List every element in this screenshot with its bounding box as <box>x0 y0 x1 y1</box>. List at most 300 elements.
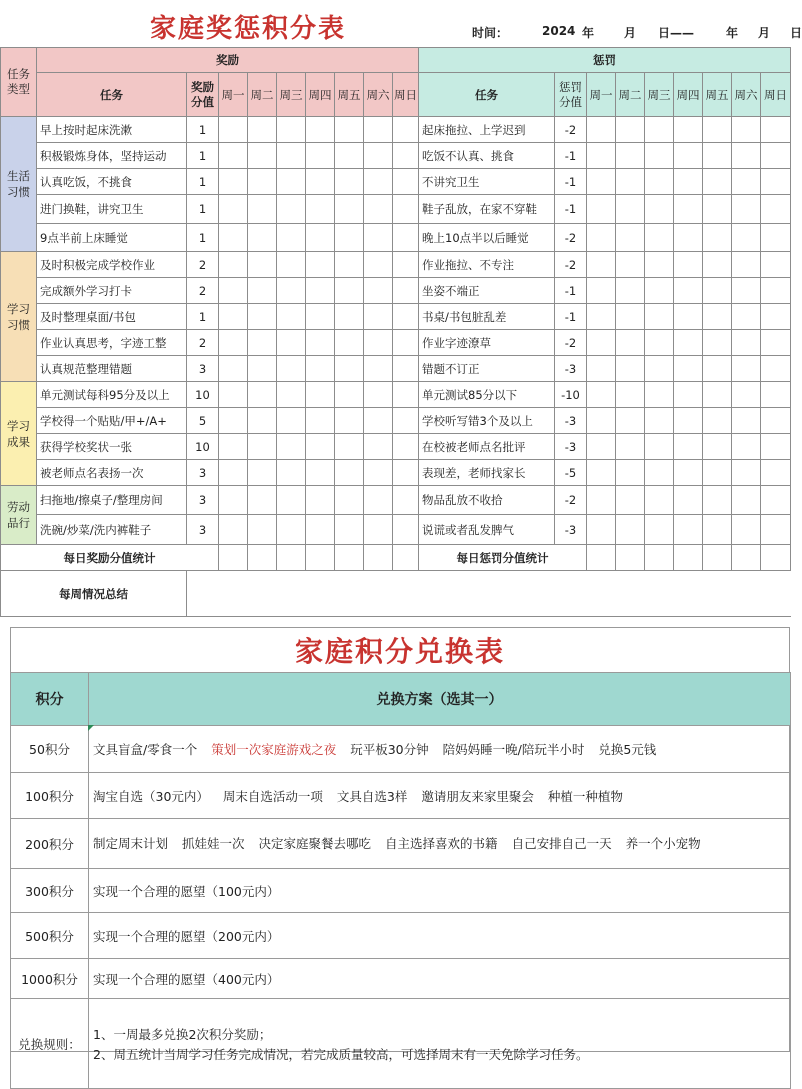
exchange-row <box>11 819 791 869</box>
reward-task: 认真规范整理错题 <box>37 356 187 382</box>
penalty-day-cell[interactable] <box>761 252 791 278</box>
reward-day-cell[interactable] <box>393 117 419 143</box>
reward-day-cell[interactable] <box>393 169 419 195</box>
reward-day-cell[interactable] <box>364 304 393 330</box>
daily-reward-total-cell[interactable] <box>335 545 364 571</box>
reward-day-cell[interactable] <box>219 330 248 356</box>
reward-day-cell[interactable] <box>306 278 335 304</box>
reward-task: 完成额外学习打卡 <box>37 278 187 304</box>
reward-day-cell[interactable] <box>364 252 393 278</box>
penalty-day-cell[interactable] <box>761 434 791 460</box>
penalty-day-cell[interactable] <box>761 515 791 545</box>
penalty-day-cell[interactable] <box>703 278 732 304</box>
penalty-points: -2 <box>555 252 587 278</box>
exchange-option: 文具自选3样 <box>336 788 408 804</box>
penalty-day-cell[interactable] <box>645 278 674 304</box>
reward-day-cell[interactable] <box>277 356 306 382</box>
reward-day-cell[interactable] <box>393 382 419 408</box>
penalty-day-cell[interactable] <box>703 252 732 278</box>
penalty-day-cell[interactable] <box>674 252 703 278</box>
reward-day-cell[interactable] <box>248 330 277 356</box>
penalty-day-cell[interactable] <box>645 515 674 545</box>
reward-day-cell[interactable] <box>306 434 335 460</box>
daily-reward-total-cell[interactable] <box>393 545 419 571</box>
exchange-option: 陪妈妈睡一晚/陪玩半小时 <box>442 742 585 757</box>
penalty-day-cell[interactable] <box>732 515 761 545</box>
reward-day-cell[interactable] <box>335 408 364 434</box>
daily-penalty-total-cell[interactable] <box>732 545 761 571</box>
reward-day-cell[interactable] <box>219 252 248 278</box>
daily-penalty-total-cell[interactable] <box>761 545 791 571</box>
points-row <box>1 169 791 195</box>
reward-day-cell[interactable] <box>248 486 277 515</box>
daily-reward-total-cell[interactable] <box>248 545 277 571</box>
penalty-task: 错题不订正 <box>419 356 555 382</box>
reward-day-cell[interactable] <box>335 382 364 408</box>
penalty-day-cell[interactable] <box>732 278 761 304</box>
penalty-day-cell[interactable] <box>732 304 761 330</box>
exchange-option: 抓娃娃一次 <box>182 835 245 851</box>
penalty-points: -3 <box>555 408 587 434</box>
reward-day-cell[interactable] <box>393 515 419 545</box>
reward-day-cell[interactable] <box>306 117 335 143</box>
reward-day-cell[interactable] <box>364 143 393 169</box>
penalty-day-cell[interactable] <box>674 515 703 545</box>
reward-day-cell[interactable] <box>248 224 277 252</box>
daily-penalty-total-cell[interactable] <box>645 545 674 571</box>
exchange-row <box>11 773 791 819</box>
reward-day-cell[interactable] <box>393 304 419 330</box>
header-penalty-day: 周日 <box>761 73 791 117</box>
reward-day-cell[interactable] <box>335 224 364 252</box>
penalty-day-cell[interactable] <box>587 330 616 356</box>
penalty-day-cell[interactable] <box>761 486 791 515</box>
reward-points: 3 <box>187 515 219 545</box>
reward-day-cell[interactable] <box>277 486 306 515</box>
penalty-day-cell[interactable] <box>703 143 732 169</box>
reward-day-cell[interactable] <box>277 330 306 356</box>
header-reward-day: 周五 <box>335 73 364 117</box>
reward-day-cell[interactable] <box>393 143 419 169</box>
penalty-day-cell[interactable] <box>587 117 616 143</box>
reward-day-cell[interactable] <box>306 460 335 486</box>
penalty-points: -2 <box>555 224 587 252</box>
reward-day-cell[interactable] <box>335 460 364 486</box>
reward-day-cell[interactable] <box>364 169 393 195</box>
penalty-day-cell[interactable] <box>645 486 674 515</box>
penalty-day-cell[interactable] <box>761 330 791 356</box>
penalty-day-cell[interactable] <box>645 304 674 330</box>
penalty-day-cell[interactable] <box>587 169 616 195</box>
penalty-day-cell[interactable] <box>732 195 761 224</box>
penalty-day-cell[interactable] <box>587 408 616 434</box>
reward-day-cell[interactable] <box>335 515 364 545</box>
penalty-day-cell[interactable] <box>703 169 732 195</box>
reward-day-cell[interactable] <box>335 486 364 515</box>
reward-day-cell[interactable] <box>364 356 393 382</box>
reward-points: 5 <box>187 408 219 434</box>
daily-penalty-total-cell[interactable] <box>616 545 645 571</box>
reward-day-cell[interactable] <box>277 195 306 224</box>
reward-day-cell[interactable] <box>219 382 248 408</box>
reward-day-cell[interactable] <box>248 356 277 382</box>
penalty-day-cell[interactable] <box>761 408 791 434</box>
penalty-day-cell[interactable] <box>674 382 703 408</box>
time-year-unit: 年 <box>582 26 595 40</box>
daily-penalty-total-cell[interactable] <box>587 545 616 571</box>
penalty-day-cell[interactable] <box>645 408 674 434</box>
penalty-day-cell[interactable] <box>703 356 732 382</box>
reward-day-cell[interactable] <box>335 330 364 356</box>
exchange-row <box>11 913 791 959</box>
reward-day-cell[interactable] <box>277 515 306 545</box>
reward-day-cell[interactable] <box>364 515 393 545</box>
reward-day-cell[interactable] <box>393 434 419 460</box>
penalty-day-cell[interactable] <box>616 382 645 408</box>
points-row <box>1 408 791 434</box>
penalty-day-cell[interactable] <box>703 330 732 356</box>
reward-points: 1 <box>187 117 219 143</box>
weekly-summary-cell[interactable] <box>187 571 791 617</box>
penalty-day-cell[interactable] <box>587 252 616 278</box>
penalty-day-cell[interactable] <box>645 169 674 195</box>
penalty-day-cell[interactable] <box>616 195 645 224</box>
penalty-day-cell[interactable] <box>674 117 703 143</box>
penalty-day-cell[interactable] <box>674 330 703 356</box>
penalty-day-cell[interactable] <box>703 382 732 408</box>
reward-day-cell[interactable] <box>277 434 306 460</box>
penalty-day-cell[interactable] <box>732 117 761 143</box>
reward-day-cell[interactable] <box>393 408 419 434</box>
penalty-day-cell[interactable] <box>732 252 761 278</box>
reward-day-cell[interactable] <box>364 382 393 408</box>
reward-day-cell[interactable] <box>219 460 248 486</box>
reward-day-cell[interactable] <box>277 169 306 195</box>
penalty-day-cell[interactable] <box>616 486 645 515</box>
penalty-day-cell[interactable] <box>761 304 791 330</box>
penalty-day-cell[interactable] <box>703 460 732 486</box>
penalty-day-cell[interactable] <box>616 330 645 356</box>
reward-day-cell[interactable] <box>335 117 364 143</box>
penalty-day-cell[interactable] <box>732 143 761 169</box>
exchange-option: 玩平板30分钟 <box>350 742 429 757</box>
reward-day-cell[interactable] <box>335 356 364 382</box>
exchange-options <box>89 959 791 999</box>
reward-day-cell[interactable] <box>393 195 419 224</box>
reward-day-cell[interactable] <box>248 252 277 278</box>
penalty-day-cell[interactable] <box>616 169 645 195</box>
penalty-day-cell[interactable] <box>674 143 703 169</box>
penalty-day-cell[interactable] <box>761 356 791 382</box>
reward-day-cell[interactable] <box>248 169 277 195</box>
reward-day-cell[interactable] <box>306 356 335 382</box>
penalty-day-cell[interactable] <box>674 460 703 486</box>
reward-day-cell[interactable] <box>335 195 364 224</box>
penalty-task: 鞋子乱放，在家不穿鞋 <box>419 195 555 224</box>
penalty-day-cell[interactable] <box>674 434 703 460</box>
penalty-day-cell[interactable] <box>732 224 761 252</box>
penalty-day-cell[interactable] <box>616 434 645 460</box>
penalty-day-cell[interactable] <box>703 515 732 545</box>
reward-day-cell[interactable] <box>277 117 306 143</box>
penalty-day-cell[interactable] <box>587 143 616 169</box>
penalty-day-cell[interactable] <box>587 486 616 515</box>
reward-day-cell[interactable] <box>364 224 393 252</box>
penalty-day-cell[interactable] <box>674 486 703 515</box>
penalty-day-cell[interactable] <box>645 224 674 252</box>
penalty-day-cell[interactable] <box>587 224 616 252</box>
header-reward-day: 周日 <box>393 73 419 117</box>
reward-day-cell[interactable] <box>306 330 335 356</box>
weekly-summary-label: 每周情况总结 <box>1 571 187 617</box>
penalty-day-cell[interactable] <box>645 117 674 143</box>
penalty-points: -3 <box>555 356 587 382</box>
reward-day-cell[interactable] <box>335 143 364 169</box>
reward-day-cell[interactable] <box>219 486 248 515</box>
points-row <box>1 278 791 304</box>
reward-day-cell[interactable] <box>248 143 277 169</box>
penalty-day-cell[interactable] <box>703 434 732 460</box>
daily-penalty-total-cell[interactable] <box>674 545 703 571</box>
reward-day-cell[interactable] <box>364 195 393 224</box>
penalty-day-cell[interactable] <box>587 382 616 408</box>
reward-day-cell[interactable] <box>219 304 248 330</box>
penalty-day-cell[interactable] <box>703 117 732 143</box>
reward-day-cell[interactable] <box>364 486 393 515</box>
penalty-day-cell[interactable] <box>587 434 616 460</box>
reward-day-cell[interactable] <box>277 224 306 252</box>
reward-day-cell[interactable] <box>219 143 248 169</box>
penalty-day-cell[interactable] <box>616 278 645 304</box>
reward-day-cell[interactable] <box>306 408 335 434</box>
daily-reward-total-cell[interactable] <box>219 545 248 571</box>
points-row <box>1 252 791 278</box>
reward-day-cell[interactable] <box>393 356 419 382</box>
reward-day-cell[interactable] <box>219 356 248 382</box>
reward-day-cell[interactable] <box>306 515 335 545</box>
header-reward-group: 奖励 <box>37 48 419 73</box>
exchange-option: 实现一个合理的愿望（200元内） <box>93 928 280 944</box>
penalty-day-cell[interactable] <box>587 304 616 330</box>
reward-task: 早上按时起床洗漱 <box>37 117 187 143</box>
penalty-day-cell[interactable] <box>674 224 703 252</box>
penalty-day-cell[interactable] <box>732 434 761 460</box>
reward-day-cell[interactable] <box>393 330 419 356</box>
penalty-day-cell[interactable] <box>616 304 645 330</box>
penalty-day-cell[interactable] <box>616 356 645 382</box>
penalty-day-cell[interactable] <box>674 356 703 382</box>
exchange-header-points: 积分 <box>11 673 89 726</box>
daily-reward-total-cell[interactable] <box>277 545 306 571</box>
penalty-day-cell[interactable] <box>645 382 674 408</box>
reward-points: 3 <box>187 486 219 515</box>
reward-day-cell[interactable] <box>364 278 393 304</box>
penalty-day-cell[interactable] <box>587 460 616 486</box>
penalty-day-cell[interactable] <box>645 252 674 278</box>
exchange-points: 500积分 <box>11 913 89 959</box>
reward-day-cell[interactable] <box>306 143 335 169</box>
reward-task: 9点半前上床睡觉 <box>37 224 187 252</box>
penalty-day-cell[interactable] <box>645 356 674 382</box>
exchange-points: 100积分 <box>11 773 89 819</box>
reward-day-cell[interactable] <box>277 304 306 330</box>
reward-day-cell[interactable] <box>364 408 393 434</box>
reward-day-cell[interactable] <box>277 460 306 486</box>
reward-day-cell[interactable] <box>335 278 364 304</box>
penalty-day-cell[interactable] <box>732 486 761 515</box>
penalty-day-cell[interactable] <box>703 486 732 515</box>
reward-day-cell[interactable] <box>335 304 364 330</box>
reward-day-cell[interactable] <box>364 434 393 460</box>
exchange-options <box>89 726 791 773</box>
reward-day-cell[interactable] <box>277 408 306 434</box>
penalty-day-cell[interactable] <box>587 195 616 224</box>
reward-day-cell[interactable] <box>248 434 277 460</box>
reward-day-cell[interactable] <box>248 117 277 143</box>
penalty-day-cell[interactable] <box>761 224 791 252</box>
penalty-day-cell[interactable] <box>703 224 732 252</box>
penalty-day-cell[interactable] <box>732 408 761 434</box>
penalty-task: 说谎或者乱发脾气 <box>419 515 555 545</box>
penalty-points: -1 <box>555 304 587 330</box>
penalty-day-cell[interactable] <box>645 143 674 169</box>
exchange-rules <box>89 999 791 1089</box>
penalty-day-cell[interactable] <box>761 169 791 195</box>
penalty-day-cell[interactable] <box>616 252 645 278</box>
penalty-day-cell[interactable] <box>674 169 703 195</box>
reward-day-cell[interactable] <box>393 460 419 486</box>
reward-day-cell[interactable] <box>393 252 419 278</box>
penalty-task: 学校听写错3个及以上 <box>419 408 555 434</box>
penalty-day-cell[interactable] <box>761 143 791 169</box>
time-year-unit-2: 年 <box>726 26 739 40</box>
penalty-day-cell[interactable] <box>674 278 703 304</box>
penalty-points: -5 <box>555 460 587 486</box>
penalty-day-cell[interactable] <box>674 304 703 330</box>
reward-day-cell[interactable] <box>364 330 393 356</box>
exchange-row <box>11 869 791 913</box>
reward-day-cell[interactable] <box>248 460 277 486</box>
header-penalty-day: 周四 <box>674 73 703 117</box>
daily-reward-total-cell[interactable] <box>364 545 393 571</box>
penalty-task: 物品乱放不收拾 <box>419 486 555 515</box>
reward-day-cell[interactable] <box>335 252 364 278</box>
penalty-day-cell[interactable] <box>732 460 761 486</box>
penalty-day-cell[interactable] <box>732 330 761 356</box>
reward-task: 进门换鞋，讲究卫生 <box>37 195 187 224</box>
reward-day-cell[interactable] <box>277 252 306 278</box>
exchange-option: 淘宝自选（30元内） <box>93 788 209 804</box>
reward-day-cell[interactable] <box>306 252 335 278</box>
exchange-option: 策划一次家庭游戏之夜 <box>211 742 337 757</box>
points-table-title: 家庭奖惩积分表 <box>150 14 347 44</box>
penalty-day-cell[interactable] <box>587 356 616 382</box>
reward-day-cell[interactable] <box>277 278 306 304</box>
reward-task: 作业认真思考，字迹工整 <box>37 330 187 356</box>
reward-day-cell[interactable] <box>219 195 248 224</box>
exchange-option: 周末自选活动一项 <box>222 788 323 804</box>
exchange-option: 实现一个合理的愿望（100元内） <box>93 883 280 899</box>
reward-day-cell[interactable] <box>248 304 277 330</box>
reward-day-cell[interactable] <box>364 460 393 486</box>
penalty-day-cell[interactable] <box>732 356 761 382</box>
daily-reward-total-cell[interactable] <box>306 545 335 571</box>
reward-day-cell[interactable] <box>306 382 335 408</box>
reward-day-cell[interactable] <box>306 304 335 330</box>
points-row <box>1 143 791 169</box>
penalty-day-cell[interactable] <box>732 382 761 408</box>
reward-day-cell[interactable] <box>277 143 306 169</box>
reward-day-cell[interactable] <box>364 117 393 143</box>
reward-day-cell[interactable] <box>277 382 306 408</box>
penalty-day-cell[interactable] <box>761 278 791 304</box>
reward-day-cell[interactable] <box>219 515 248 545</box>
reward-day-cell[interactable] <box>248 278 277 304</box>
reward-day-cell[interactable] <box>219 117 248 143</box>
reward-day-cell[interactable] <box>306 486 335 515</box>
penalty-day-cell[interactable] <box>616 143 645 169</box>
penalty-task: 表现差，老师找家长 <box>419 460 555 486</box>
penalty-day-cell[interactable] <box>703 195 732 224</box>
reward-day-cell[interactable] <box>219 434 248 460</box>
reward-day-cell[interactable] <box>219 169 248 195</box>
penalty-day-cell[interactable] <box>645 330 674 356</box>
exchange-rules-label: 兑换规则： <box>11 999 89 1089</box>
penalty-day-cell[interactable] <box>761 382 791 408</box>
penalty-day-cell[interactable] <box>616 117 645 143</box>
reward-day-cell[interactable] <box>248 195 277 224</box>
reward-day-cell[interactable] <box>248 515 277 545</box>
header-reward-points: 奖励分值 <box>187 73 219 117</box>
penalty-day-cell[interactable] <box>616 408 645 434</box>
penalty-day-cell[interactable] <box>732 169 761 195</box>
reward-day-cell[interactable] <box>219 224 248 252</box>
reward-day-cell[interactable] <box>306 169 335 195</box>
penalty-day-cell[interactable] <box>645 434 674 460</box>
penalty-day-cell[interactable] <box>645 460 674 486</box>
penalty-day-cell[interactable] <box>587 278 616 304</box>
reward-day-cell[interactable] <box>248 382 277 408</box>
daily-penalty-total-cell[interactable] <box>703 545 732 571</box>
penalty-day-cell[interactable] <box>674 195 703 224</box>
reward-points: 1 <box>187 224 219 252</box>
reward-day-cell[interactable] <box>306 195 335 224</box>
reward-day-cell[interactable] <box>335 169 364 195</box>
penalty-day-cell[interactable] <box>674 408 703 434</box>
penalty-day-cell[interactable] <box>587 515 616 545</box>
penalty-day-cell[interactable] <box>645 195 674 224</box>
penalty-day-cell[interactable] <box>616 515 645 545</box>
time-year: 2024 <box>542 24 576 38</box>
exchange-option: 实现一个合理的愿望（400元内） <box>93 971 280 987</box>
reward-day-cell[interactable] <box>219 408 248 434</box>
reward-day-cell[interactable] <box>393 224 419 252</box>
reward-day-cell[interactable] <box>219 278 248 304</box>
penalty-day-cell[interactable] <box>761 460 791 486</box>
penalty-day-cell[interactable] <box>703 408 732 434</box>
reward-day-cell[interactable] <box>306 224 335 252</box>
penalty-day-cell[interactable] <box>703 304 732 330</box>
penalty-day-cell[interactable] <box>761 117 791 143</box>
penalty-day-cell[interactable] <box>616 224 645 252</box>
reward-day-cell[interactable] <box>248 408 277 434</box>
penalty-day-cell[interactable] <box>616 460 645 486</box>
reward-day-cell[interactable] <box>393 278 419 304</box>
penalty-day-cell[interactable] <box>761 195 791 224</box>
exchange-option: 兑换5元钱 <box>598 742 657 757</box>
reward-day-cell[interactable] <box>335 434 364 460</box>
reward-day-cell[interactable] <box>393 486 419 515</box>
